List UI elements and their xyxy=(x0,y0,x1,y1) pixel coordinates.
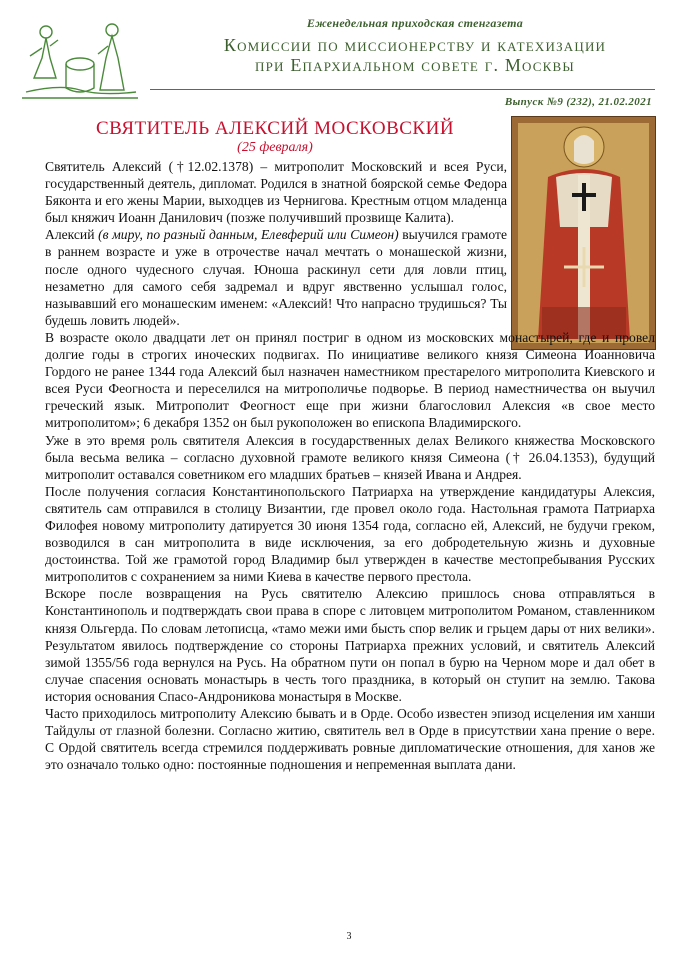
article-date: (25 февраля) xyxy=(237,140,313,155)
paragraph-2-italic: (в миру, по разный данным, Елевферий или Симеон) xyxy=(98,227,399,243)
paragraph-2 xyxy=(45,226,507,329)
masthead xyxy=(150,16,680,75)
masthead-line-1: Комиссии по миссионерству и катехизации xyxy=(223,35,607,55)
paragraph-6: Вскоре после возвращения на Русь святителю Алексию пришлось снова отправляться в Константинополь и подтверждать свои права в споре с литовцем митрополитом Романом, ставленником князя Ольгерда. По словам летописца, «тамо межи ими бысть спор велик и грьцем дары от них велики». Результатом явилось подтверждение со стороны Патриарха прежних условий, и святитель Алексий зимой 1355/56 года вернулся на Русь. На обратном пути он попал в бурю на Черном море и дал обет в случае спасения основать монастырь в честь того праздника, в который он ступит на землю. Такова история основания Спасо-Андроникова монастыря в Москве. xyxy=(45,586,655,704)
masthead-subtitle: Еженедельная приходская стенгазета xyxy=(306,16,524,30)
page-number: 3 xyxy=(346,931,352,942)
issue-number: Выпуск №9 (232), 21.02.2021 xyxy=(504,96,652,108)
article-title: СВЯТИТЕЛЬ АЛЕКСИЙ МОСКОВСКИЙ xyxy=(95,118,455,139)
paragraph-1: Святитель Алексий (†12.02.1378) – митрополит Московский и всея Руси, государственный деятель, дипломат. Родился в знатной боярской семье Федора Бяконта и его жены Марии, выходцев из Чернигова. Крестным отцом младенца был княжич Иоанн Данилович (позже получивший прозвище Калита). xyxy=(45,159,507,226)
newspaper-logo xyxy=(20,18,140,100)
header-divider xyxy=(150,89,655,90)
paragraph-4: Уже в это время роль святителя Алексия в государственных делах Великого княжества Московского была весьма велика – согласно духовной грамоте великого князя Симеона († 26.04.1353), будущий митрополит оставался советником его младших братьев – князей Ивана и Андрея. xyxy=(45,432,655,482)
article-body xyxy=(45,158,655,773)
paragraph-2-start: Алексий xyxy=(45,227,99,243)
paragraph-7: Часто приходилось митрополиту Алексию бывать и в Орде. Особо известен эпизод исцеления им ханши Тайдулы от глазной болезни. Согласно житию, святитель вел в Орде в присутствии хана прение о вере. С Ордой святитель всегда стремился поддерживать ровные дипломатические отношения, для ханов же это означало только одно: постоянные подношения и непременная выплата дани. xyxy=(45,706,655,773)
paragraph-3: В возрасте около двадцати лет он принял постриг в одном из московских монастырей, где и провел долгие годы в строгих иноческих подвигах. По инициативе великого князя Симеона Иоанновича Гордого не ранее 1344 года Алексий был назначен наместником престарелого митрополита Киевского и всея Руси Феогноста и переселился на митрополичье подворье. В период наместничества он выучил греческий язык. Митрополит Феогност еще при жизни благословил Алексия «в свое место митрополитом»; 6 декабря 1352 он был рукоположен во епископа Владимирского. xyxy=(45,329,655,431)
masthead-line-2: при Епархиальном совете г. Москвы xyxy=(255,55,575,75)
paragraph-5: После получения согласия Константинопольского Патриарха на утверждение кандидатуры Алексия, святитель сам отправился в столицу Византии, где провел около года. Настольная грамота Патриарха Филофея новому митрополиту датируется 30 июня 1354 года, согласно ей, Алексий, не будучи греком, возводился в сан митрополита в виде исключения, за его добродетельную жизнь и духовные достоинства. Той же грамотой город Владимир был утвержден в качестве местопребывания Русских митрополитов с сохранением за ними Киева в качестве первого престола. xyxy=(45,483,655,585)
logo-drawing xyxy=(20,18,140,100)
paragraph-2-rest: выучился грамоте в раннем возрасте и уже в отрочестве начал мечтать о монашеской жизни, после одного чудесного случая. Юноша раскинул сети для ловли птиц, незаметно для самого себя задремал и вдруг явственно услышал голос, называвший его монашеским именем: «Алексий! Что напрасно трудишься? Ты будешь ловить людей». xyxy=(45,227,507,328)
